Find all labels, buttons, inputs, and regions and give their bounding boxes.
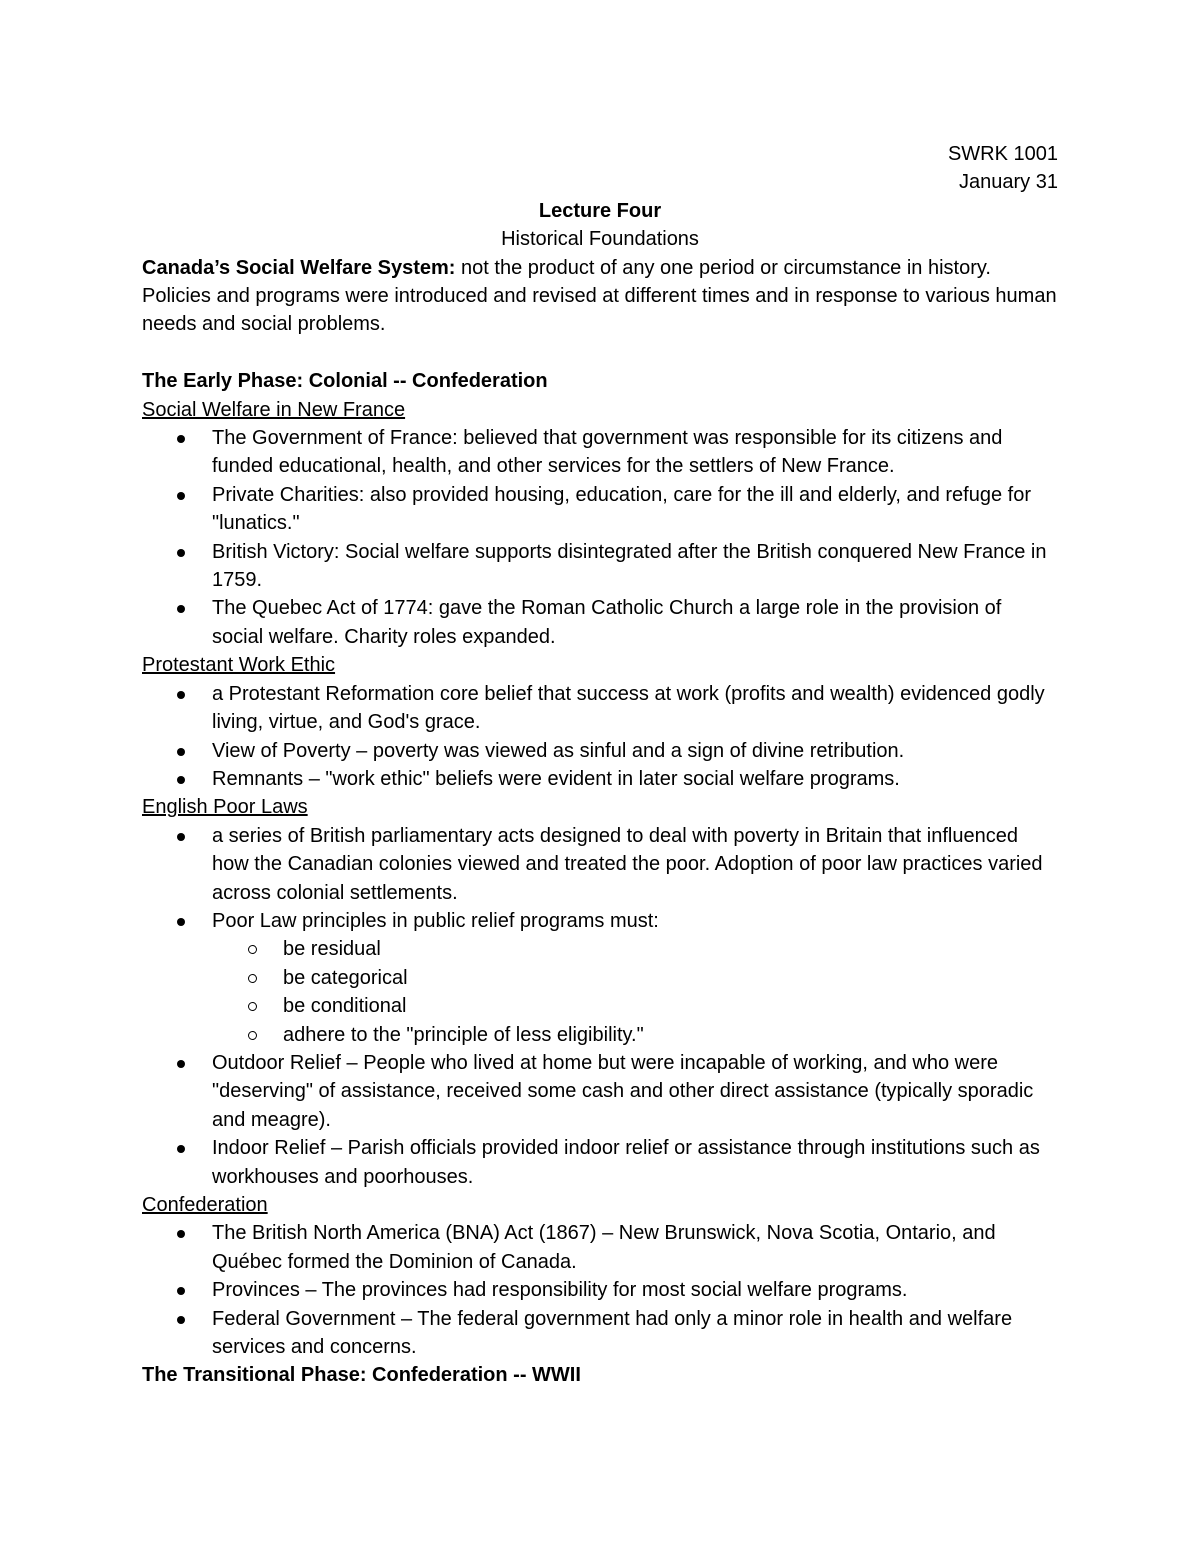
subheading-poor-laws: English Poor Laws bbox=[142, 796, 308, 819]
list-item: Outdoor Relief – People who lived at home but were incapable of working, and who were "deserving" of assistance, received some cash and other direct assistance (typically sporadic and meagre). bbox=[212, 1049, 1058, 1134]
sub-list-item: be categorical bbox=[283, 964, 1058, 992]
lecture-date: January 31 bbox=[959, 171, 1058, 194]
list-item: Federal Government – The federal government had only a minor role in health and welfare services and concerns. bbox=[212, 1305, 1058, 1362]
list-item: The Government of France: believed that government was responsible for its citizens and funded educational, health, and other services for the settlers of New France. bbox=[212, 424, 1058, 481]
list-item: British Victory: Social welfare supports disintegrated after the British conquered New France in 1759. bbox=[212, 538, 1058, 595]
list-item: a Protestant Reformation core belief that success at work (profits and wealth) evidenced godly living, virtue, and God's grace. bbox=[212, 680, 1058, 737]
list-item: The British North America (BNA) Act (1867) – New Brunswick, Nova Scotia, Ontario, and Québec formed the Dominion of Canada. bbox=[212, 1219, 1058, 1276]
list-item-text: Poor Law principles in public relief programs must: bbox=[212, 909, 659, 932]
lecture-title: Lecture Four bbox=[538, 199, 662, 222]
subheading-work-ethic: Protestant Work Ethic bbox=[142, 654, 336, 677]
section-heading-transitional-phase: The Transitional Phase: Confederation -- WWII bbox=[142, 1364, 581, 1387]
list-item: Provinces – The provinces had responsibility for most social welfare programs. bbox=[212, 1276, 1058, 1304]
subheading-new-france: Social Welfare in New France bbox=[142, 398, 406, 421]
work-ethic-list bbox=[142, 680, 1058, 794]
intro-text: not the product of any one period or circumstance in history. Policies and programs were introduced and revised at different times and in response to various human needs and social problems. bbox=[142, 256, 1057, 336]
list-item: Private Charities: also provided housing, education, care for the ill and elderly, and refuge for "lunatics." bbox=[212, 481, 1058, 538]
intro-paragraph bbox=[142, 254, 1058, 339]
sub-list-item: be residual bbox=[283, 935, 1058, 963]
sub-list-item: adhere to the "principle of less eligibility." bbox=[283, 1021, 1058, 1049]
principles-list bbox=[212, 935, 1058, 1049]
document-page bbox=[142, 140, 1058, 1390]
list-item: The Quebec Act of 1774: gave the Roman Catholic Church a large role in the provision of social welfare. Charity roles expanded. bbox=[212, 594, 1058, 651]
section-heading-early-phase: The Early Phase: Colonial -- Confederation bbox=[142, 370, 548, 393]
intro-term: Canada’s Social Welfare System: bbox=[142, 256, 456, 279]
poor-laws-list bbox=[142, 822, 1058, 1191]
list-item bbox=[212, 907, 1058, 1049]
list-item: a series of British parliamentary acts designed to deal with poverty in Britain that influenced how the Canadian colonies viewed and treated the poor. Adoption of poor law practices varied across colonial settlements. bbox=[212, 822, 1058, 907]
sub-list-item: be conditional bbox=[283, 992, 1058, 1020]
confederation-list bbox=[142, 1219, 1058, 1361]
course-code: SWRK 1001 bbox=[947, 143, 1058, 165]
list-item: Indoor Relief – Parish officials provided indoor relief or assistance through institutions such as workhouses and poorhouses. bbox=[212, 1134, 1058, 1191]
list-item: View of Poverty – poverty was viewed as sinful and a sign of divine retribution. bbox=[212, 737, 1058, 765]
list-item: Remnants – "work ethic" beliefs were evident in later social welfare programs. bbox=[212, 765, 1058, 793]
subheading-confederation: Confederation bbox=[142, 1194, 268, 1217]
new-france-list bbox=[142, 424, 1058, 651]
blank-line bbox=[142, 339, 1058, 367]
lecture-subtitle: Historical Foundations bbox=[501, 228, 699, 251]
